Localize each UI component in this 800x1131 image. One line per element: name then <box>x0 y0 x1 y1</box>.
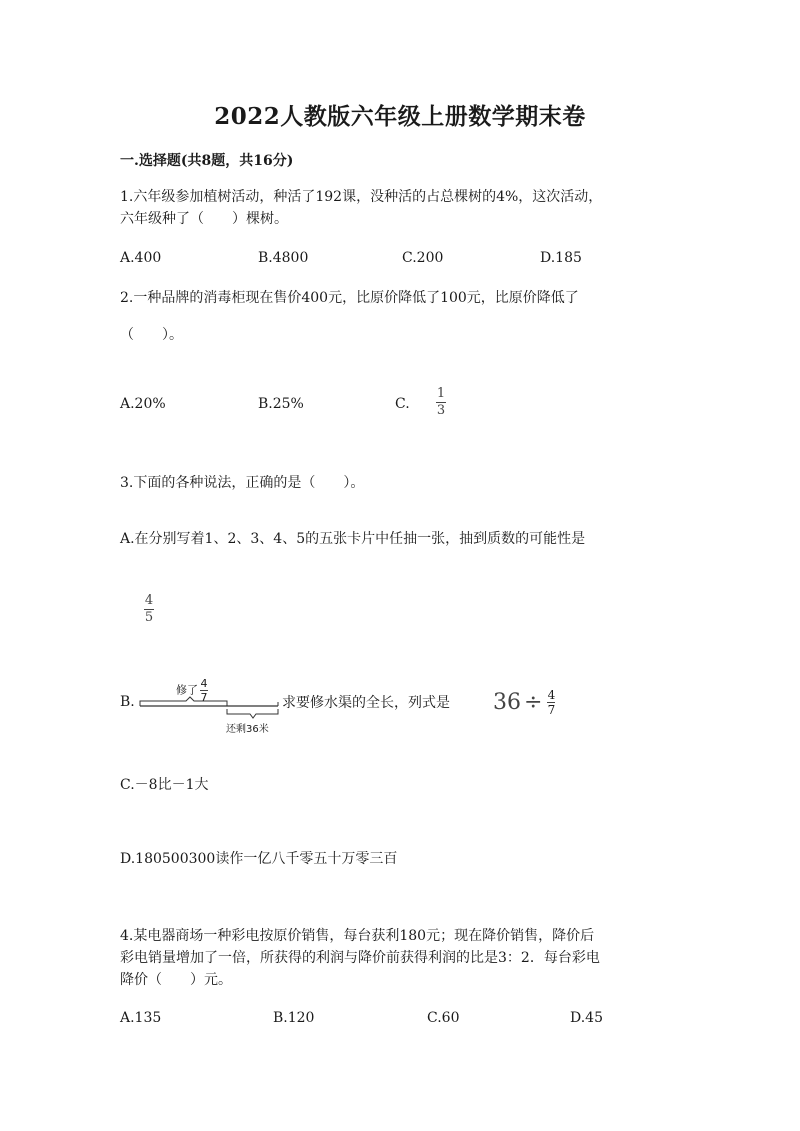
expression-whole: 36 <box>493 690 521 715</box>
question-3-option-c: C.－8比－1大 <box>120 777 209 793</box>
repaired-label-text: 修了 <box>176 683 198 697</box>
question-1-line-2: 六年级种了（ ）棵树。 <box>120 211 288 227</box>
remaining-label: 还剩36米 <box>226 724 269 735</box>
question-3-option-b-label: B. <box>120 694 135 710</box>
question-3-option-b-text: 求要修水渠的全长，列式是 <box>282 695 450 711</box>
fraction-denominator: 7 <box>200 691 208 704</box>
repaired-fraction <box>200 678 208 703</box>
question-4-line-3: 降价（ ）元。 <box>120 972 232 988</box>
question-4-option-a: A.135 <box>120 1010 162 1026</box>
fraction-numerator: 1 <box>436 386 446 401</box>
question-2-option-c-fraction <box>436 387 446 418</box>
fraction-denominator: 5 <box>144 610 154 625</box>
question-4-option-c: C.60 <box>427 1010 460 1026</box>
question-1-option-b: B.4800 <box>258 250 309 266</box>
repaired-label <box>176 678 208 703</box>
question-2-line-1: 2.一种品牌的消毒柜现在售价400元，比原价降低了100元，比原价降低了 <box>120 290 579 306</box>
fraction-denominator: 3 <box>436 403 446 418</box>
division-expression <box>493 689 555 716</box>
fraction-numerator: 4 <box>200 677 208 690</box>
question-4-line-1: 4.某电器商场一种彩电按原价销售，每台获利180元；现在降价销售，降价后 <box>120 928 595 944</box>
question-4-option-d: D.45 <box>570 1010 603 1026</box>
question-3-option-a-fraction <box>144 594 154 625</box>
section-heading: 一.选择题(共8题，共16分) <box>120 153 294 169</box>
question-2-option-b: B.25% <box>258 396 304 412</box>
question-1-option-a: A.400 <box>120 250 162 266</box>
question-2-option-a: A.20% <box>120 396 166 412</box>
question-4-option-b: B.120 <box>273 1010 315 1026</box>
question-1-option-d: D.185 <box>540 250 582 266</box>
question-1-line-1: 1.六年级参加植树活动，种活了192课，没种活的占总棵树的4%，这次活动， <box>120 189 603 205</box>
remaining-brace <box>227 709 278 718</box>
fraction-numerator: 4 <box>144 593 154 608</box>
division-sign: ÷ <box>524 690 543 715</box>
question-2-line-2: （ ）。 <box>120 327 183 343</box>
fraction-denominator: 7 <box>547 703 556 717</box>
question-1-option-c: C.200 <box>402 250 444 266</box>
canal-diagram <box>138 676 283 736</box>
question-3-option-d: D.180500300读作一亿八千零五十万零三百 <box>120 851 398 867</box>
question-3-stem: 3.下面的各种说法，正确的是（ ）。 <box>120 475 365 491</box>
question-2-option-c: C. <box>395 396 410 412</box>
expression-fraction <box>547 689 555 716</box>
page-title: 2022人教版六年级上册数学期末卷 <box>214 103 586 130</box>
question-4-line-2: 彩电销量增加了一倍，所获得的利润与降价前获得利润的比是3：2．每台彩电 <box>120 950 600 966</box>
question-3-option-a: A.在分别写着1、2、3、4、5的五张卡片中任抽一张，抽到质数的可能性是 <box>120 531 586 547</box>
fraction-numerator: 4 <box>547 688 556 702</box>
